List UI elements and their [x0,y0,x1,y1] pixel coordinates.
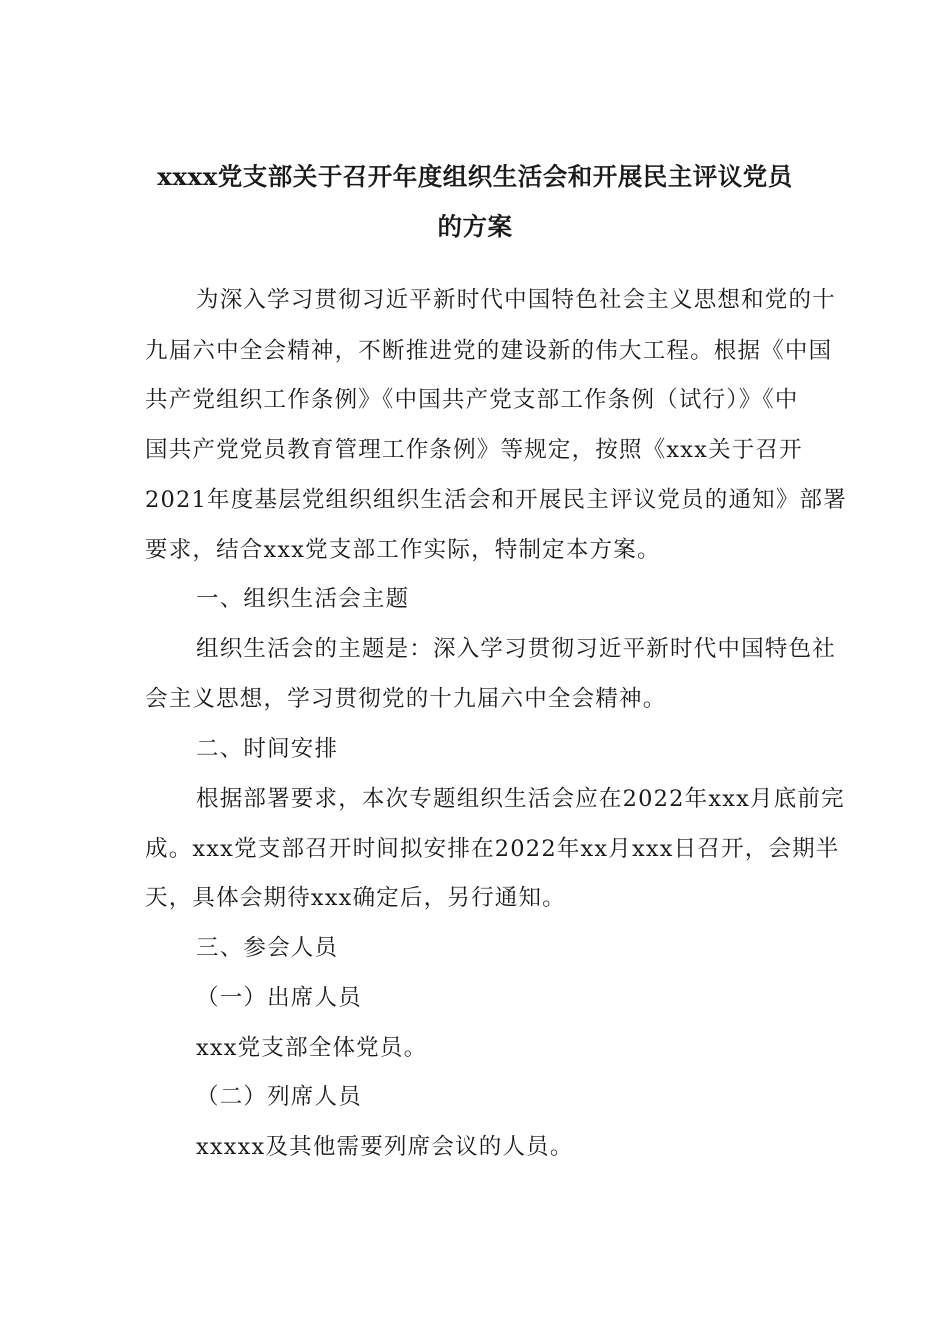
intro-line-6: 要求，结合xxx党支部工作实际，特制定本方案。 [145,537,661,563]
section-2-heading: 二、时间安排 [196,736,339,762]
section-3-sub-2-heading: （二）列席人员 [196,1084,362,1110]
section-3-heading: 三、参会人员 [196,935,339,961]
intro-line-1: 为深入学习贯彻习近平新时代中国特色社会主义思想和党的十 [196,287,836,313]
section-3-sub-1-text: xxx党支部全体党员。 [196,1035,428,1061]
intro-line-4: 国共产党党员教育管理工作条例》等规定，按照《xxx关于召开 [145,437,803,463]
intro-line-5: 2021年度基层党组织组织生活会和开展民主评议党员的通知》部署 [145,487,847,513]
section-1-line-1: 组织生活会的主题是：深入学习贯彻习近平新时代中国特色社 [196,636,836,662]
intro-line-3: 共产党组织工作条例》《中国共产党支部工作条例（试行）》《中 [145,387,799,413]
document-title [145,152,805,252]
section-2-line-1: 根据部署要求，本次专题组织生活会应在2022年xxx月底前完 [196,786,845,812]
document-title-line-1: xxxx党支部关于召开年度组织生活会和开展民主评议党员 [157,162,793,191]
intro-line-2: 九届六中全会精神，不断推进党的建设新的伟大工程。根据《中国 [145,338,833,364]
document-title-line-2: 的方案 [437,212,513,241]
section-3-sub-1-heading: （一）出席人员 [196,985,362,1011]
section-1-line-2: 会主义思想，学习贯彻党的十九届六中全会精神。 [145,686,667,712]
section-1-heading: 一、组织生活会主题 [196,586,410,612]
section-3-sub-2-text: xxxxx及其他需要列席会议的人员。 [196,1134,574,1160]
section-2-line-2: 成。xxx党支部召开时间拟安排在2022年xx月xxx日召开，会期半 [145,836,840,862]
section-2-line-3: 天，具体会期待xxx确定后，另行通知。 [145,885,566,911]
